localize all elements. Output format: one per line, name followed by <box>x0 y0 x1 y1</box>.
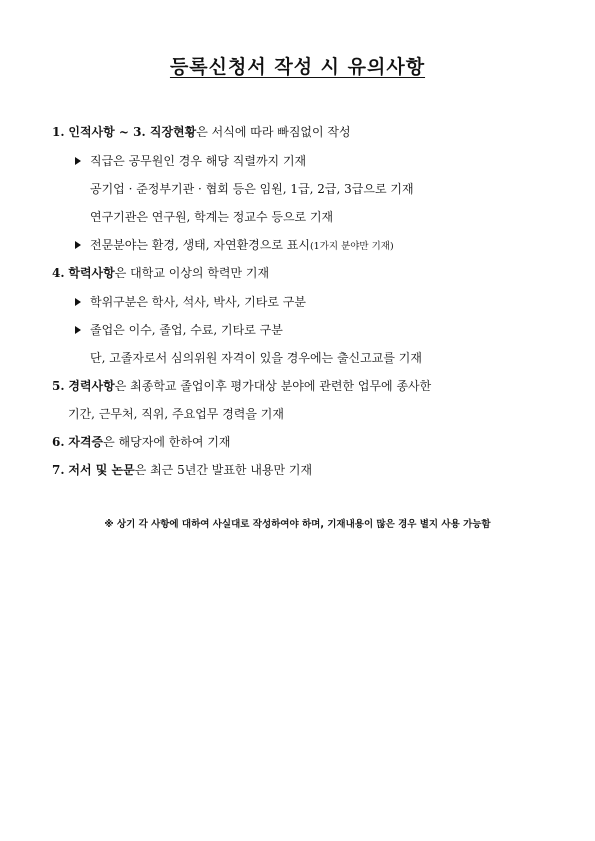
item-5-text: 은 최종학교 졸업이후 평가대상 분야에 관련한 업무에 종사한 <box>114 379 432 393</box>
bullet-arrow-icon <box>75 298 81 306</box>
item-1-bullet-2-text: 전문분야는 환경, 생태, 자연환경으로 표시 <box>90 238 310 252</box>
item-6-text: 은 해당자에 한하여 기재 <box>103 435 231 449</box>
item-5-cont: 기간, 근무처, 직위, 주요업무 경력을 기재 <box>68 407 284 421</box>
item-5-heading <box>52 378 431 394</box>
item-4-bullet-1 <box>75 294 306 310</box>
footnote: ※ 상기 각 사항에 대하여 사실대로 작성하여야 하며, 기재내용이 많은 경우 별지 사용 가능함 <box>104 519 491 530</box>
item-4-label: 학력사항 <box>68 266 115 280</box>
bullet-arrow-icon <box>75 326 81 334</box>
item-1-heading <box>52 124 351 140</box>
item-4-bullet-2-text: 졸업은 이수, 졸업, 수료, 기타로 구분 <box>90 323 283 337</box>
item-7-number: 7. <box>52 463 65 477</box>
item-1-bullet-2 <box>75 237 394 255</box>
item-5-label: 경력사항 <box>68 379 115 393</box>
item-4-bullet-2 <box>75 322 283 338</box>
item-4-heading <box>52 265 269 281</box>
item-4-number: 4. <box>52 266 65 280</box>
item-1-bullet-1-cont-2: 연구기관은 연구원, 학계는 정교수 등으로 기재 <box>90 210 334 224</box>
item-1-label-a: 인적사항 <box>68 125 115 139</box>
item-1-text: 은 서식에 따라 빠짐없이 작성 <box>196 125 351 139</box>
page-title: 등록신청서 작성 시 유의사항 <box>169 56 426 78</box>
item-1-bullet-1-text: 직급은 공무원인 경우 해당 직렬까지 기재 <box>90 154 307 168</box>
item-6-number: 6. <box>52 435 65 449</box>
item-1-bullet-1 <box>75 153 306 169</box>
item-5-number: 5. <box>52 379 65 393</box>
item-4-text: 은 대학교 이상의 학력만 기재 <box>114 266 270 280</box>
item-7-heading <box>52 462 312 478</box>
item-7-label: 저서 및 논문 <box>68 463 135 477</box>
item-1-number: 1. <box>52 125 65 139</box>
item-6-heading <box>52 434 231 450</box>
item-6-label: 자격증 <box>68 435 104 449</box>
item-1-bullet-1-cont-1: 공기업 · 준정부기관 · 협회 등은 임원, 1급, 2급, 3급으로 기재 <box>90 182 414 196</box>
item-4-bullet-1-text: 학위구분은 학사, 석사, 박사, 기타로 구분 <box>90 295 306 309</box>
item-1-separator: ~ 3. <box>114 125 150 139</box>
item-7-text: 은 최근 5년간 발표한 내용만 기재 <box>134 463 313 477</box>
item-1-bullet-2-small: (1가지 분야만 기재) <box>309 241 394 252</box>
item-4-bullet-2-cont: 단, 고졸자로서 심의위원 자격이 있을 경우에는 출신고교를 기재 <box>90 351 422 365</box>
item-1-label-b: 직장현황 <box>149 125 197 139</box>
bullet-arrow-icon <box>75 157 81 165</box>
bullet-arrow-icon <box>75 241 81 249</box>
